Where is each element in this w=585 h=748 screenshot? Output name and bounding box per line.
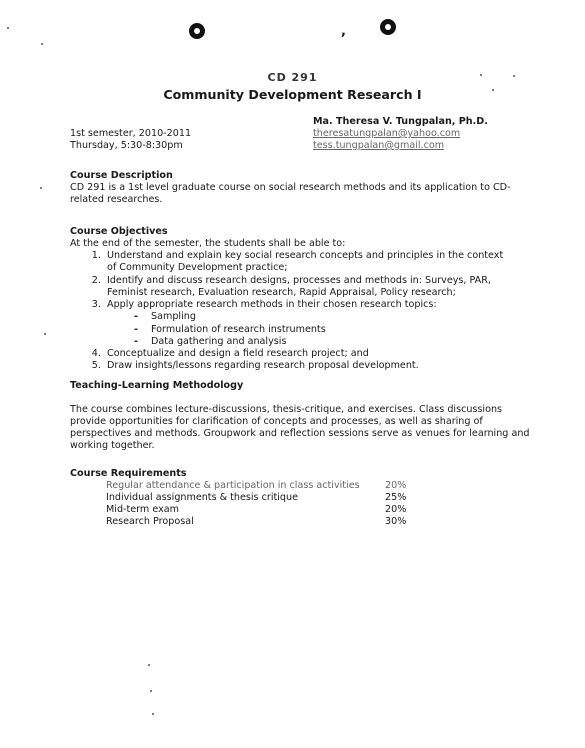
objective-subitem: - Data gathering and analysis	[131, 336, 510, 348]
objective-item: 4. Conceptualize and design a field research project; and	[104, 348, 510, 360]
scan-speck	[44, 333, 46, 335]
methodology-heading: Teaching-Learning Methodology	[70, 380, 244, 391]
requirement-label: Individual assignments & thesis critique	[106, 492, 298, 503]
description-heading: Course Description	[70, 170, 173, 181]
objective-item: 1. Understand and explain key social research concepts and principles in the context of Community Development practice;	[104, 250, 510, 275]
instructor-email-2[interactable]: tess.tungpalan@gmail.com	[313, 140, 445, 151]
instructor-email-1[interactable]: theresatungpalan@yahoo.com	[313, 128, 461, 139]
methodology-line2: provide opportunities for clarification of concepts and processes, as well as sharing of	[70, 416, 483, 427]
methodology-line1: The course combines lecture-discussions, thesis-critique, and exercises. Class discussions	[70, 404, 503, 415]
semester: 1st semester, 2010-2011	[70, 128, 192, 139]
methodology-line4: working together.	[70, 440, 155, 451]
objectives-intro: At the end of the semester, the students shall be able to:	[70, 238, 346, 249]
requirement-label: Regular attendance & participation in class activities	[106, 480, 360, 491]
objective-item: 5. Draw insights/lessons regarding research proposal development.	[104, 360, 510, 372]
requirements-heading: Course Requirements	[70, 468, 187, 479]
objective-subitem: - Sampling	[131, 311, 510, 323]
objective-item: 2. Identify and discuss research designs, processes and methods in: Surveys, PAR, Feminist research, Evaluation research, Rapid Appraisal, Policy research;	[104, 275, 510, 300]
requirement-percent: 20%	[385, 480, 407, 491]
objective-sublist	[107, 311, 510, 348]
requirement-label: Mid-term exam	[106, 504, 179, 515]
scan-speck	[41, 43, 43, 45]
objectives-list	[70, 250, 510, 373]
objective-item-text: Apply appropriate research methods in their chosen research topics:	[107, 299, 437, 311]
course-title: Community Development Research I	[163, 87, 422, 102]
description-text-line1: CD 291 is a 1st level graduate course on social research methods and its application to CD-	[70, 182, 511, 193]
requirement-row	[106, 492, 406, 504]
requirement-percent: 25%	[385, 492, 407, 503]
punch-hole-right	[380, 19, 396, 35]
requirement-percent: 30%	[385, 516, 407, 527]
course-code: CD 291	[267, 71, 318, 84]
requirement-row	[106, 480, 406, 492]
requirement-label: Research Proposal	[106, 516, 194, 527]
stray-mark: ,	[341, 24, 346, 39]
scan-speck	[148, 664, 150, 666]
requirement-row	[106, 504, 406, 516]
objectives-list-container	[70, 250, 510, 373]
requirement-row	[106, 516, 406, 528]
objectives-heading: Course Objectives	[70, 226, 168, 237]
objective-subitem: - Formulation of research instruments	[131, 324, 510, 336]
instructor-name: Ma. Theresa V. Tungpalan, Ph.D.	[313, 116, 488, 127]
scan-speck	[152, 713, 154, 715]
methodology-line3: perspectives and methods. Groupwork and reflection sessions serve as venues for learning and	[70, 428, 530, 439]
scan-speck	[150, 690, 152, 692]
scan-speck	[7, 27, 9, 29]
class-time: Thursday, 5:30-8:30pm	[70, 140, 183, 151]
punch-hole-left	[189, 23, 205, 39]
scan-speck	[40, 187, 42, 189]
objective-item	[104, 299, 510, 348]
description-text-line2: related researches.	[70, 194, 163, 205]
requirement-percent: 20%	[385, 504, 407, 515]
